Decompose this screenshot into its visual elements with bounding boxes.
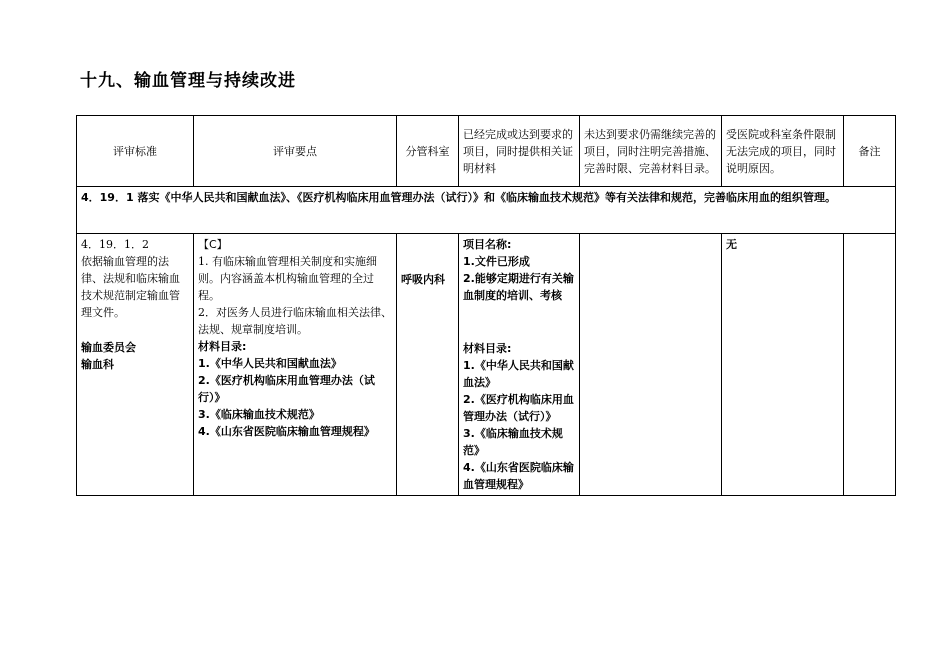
page-title: 十九、输血管理与持续改进 <box>80 71 296 91</box>
header-department: 分管科室 <box>397 116 459 187</box>
header-standard: 评审标准 <box>77 116 194 187</box>
completed-name-label: 项目名称: <box>463 238 512 251</box>
review-table <box>76 115 896 496</box>
spacer <box>463 304 575 322</box>
remark-cell <box>844 234 896 496</box>
completed-material-2: 2.《医疗机构临床用血管理办法（试行）》 <box>463 393 574 423</box>
points-level: 【C】 <box>198 238 228 251</box>
header-points: 评审要点 <box>194 116 397 187</box>
points-materials-label: 材料目录: <box>198 340 247 353</box>
standard-code: 4．19．1．2 <box>81 238 149 251</box>
header-row <box>77 116 896 187</box>
points-item-2: 2．对医务人员进行临床输血相关法律、法规、规章制度培训。 <box>198 306 392 336</box>
completed-item-1: 1.文件已形成 <box>463 255 530 268</box>
section-row <box>77 187 896 234</box>
points-cell <box>194 234 397 496</box>
standard-dept-transfusion: 输血科 <box>81 358 114 371</box>
header-remark: 备注 <box>844 116 896 187</box>
department-cell <box>397 234 459 496</box>
standard-text: 依据输血管理的法律、法规和临床输血技术规范制定输血管理文件。 <box>81 255 180 319</box>
completed-material-3: 3.《临床输血技术规范》 <box>463 427 563 457</box>
header-completed: 已经完成或达到要求的项目，同时提供相关证明材料 <box>459 116 580 187</box>
header-limited: 受医院或科室条件限制无法完成的项目，同时说明原因。 <box>722 116 844 187</box>
unfinished-cell <box>580 234 722 496</box>
department-value: 呼吸内科 <box>401 273 445 286</box>
completed-materials-label: 材料目录: <box>463 342 512 355</box>
completed-material-4: 4.《山东省医院临床输血管理规程》 <box>463 461 574 491</box>
spacer <box>81 321 189 339</box>
limited-cell: 无 <box>722 234 844 496</box>
spacer <box>463 322 575 340</box>
standard-cell <box>77 234 194 496</box>
points-material-1: 1.《中华人民共和国献血法》 <box>198 357 342 370</box>
header-unfinished: 未达到要求仍需继续完善的项目，同时注明完善措施、完善时限、完善材料目录。 <box>580 116 722 187</box>
completed-material-1: 1.《中华人民共和国献血法》 <box>463 359 574 389</box>
points-material-4: 4.《山东省医院临床输血管理规程》 <box>198 425 375 438</box>
points-material-2: 2.《医疗机构临床用血管理办法（试行）》 <box>198 374 375 404</box>
section-text: 4．19．1 落实《中华人民共和国献血法》、《医疗机构临床用血管理办法（试行）》和《临床输血技术规范》等有关法律和规范，完善临床用血的组织管理。 <box>77 187 896 234</box>
table-row <box>77 234 896 496</box>
points-item-1: 1. 有临床输血管理相关制度和实施细则。内容涵盖本机构输血管理的全过程。 <box>198 255 377 302</box>
completed-item-2: 2.能够定期进行有关输血制度的培训、考核 <box>463 272 574 302</box>
points-material-3: 3.《临床输血技术规范》 <box>198 408 320 421</box>
standard-dept-committee: 输血委员会 <box>81 341 136 354</box>
completed-cell <box>459 234 580 496</box>
